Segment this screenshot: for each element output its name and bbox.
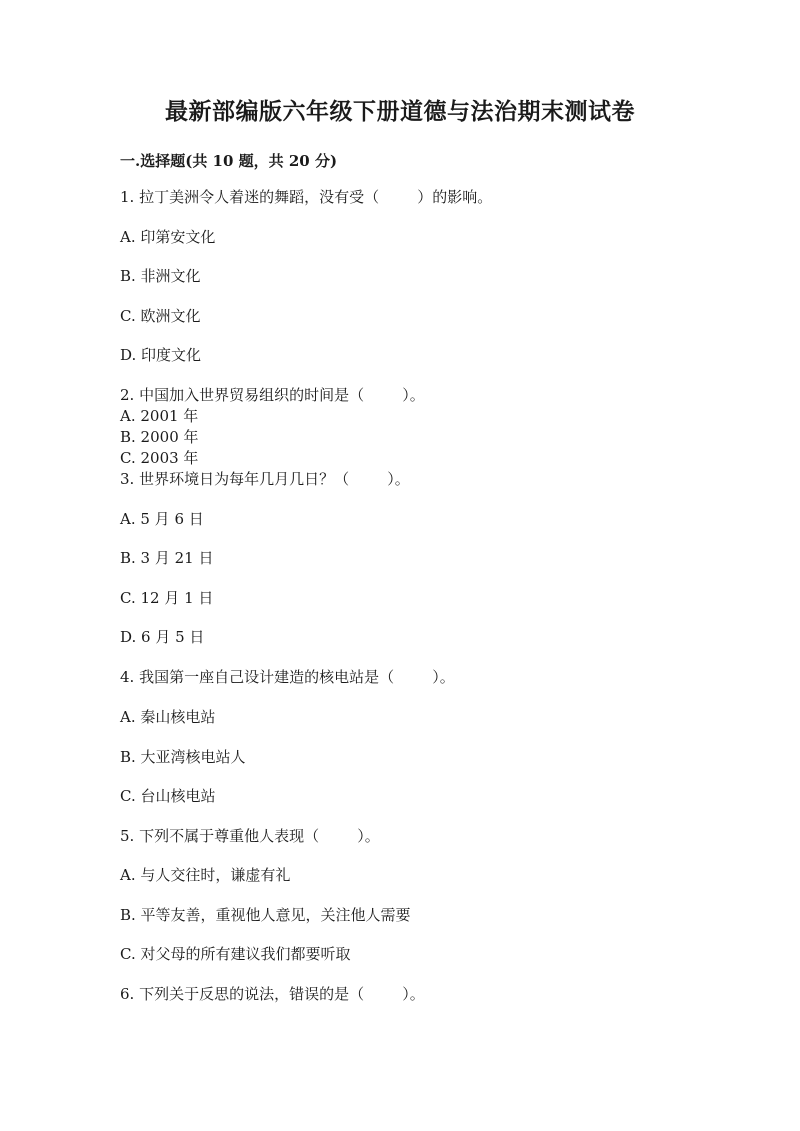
- question-4-option-c: C. 台山核电站: [120, 787, 216, 805]
- question-1-option-a: A. 印第安文化: [120, 228, 216, 246]
- question-3-option-c: C. 12 月 1 日: [120, 589, 214, 607]
- question-3-option-b: B. 3 月 21 日: [120, 549, 214, 567]
- section-heading: 一.选择题(共 10 题，共 20 分): [120, 152, 338, 170]
- question-1-option-b: B. 非洲文化: [120, 267, 201, 285]
- question-stem-1: 1. 拉丁美洲令人着迷的舞蹈，没有受（ ）的影响。: [120, 188, 493, 206]
- question-1-option-d: D. 印度文化: [120, 346, 202, 364]
- question-5-option-a: A. 与人交往时，谦虚有礼: [120, 866, 291, 884]
- question-3-option-a: A. 5 月 6 日: [120, 510, 204, 528]
- question-stem-3: 3. 世界环境日为每年几月几日？（ ）。: [120, 470, 410, 488]
- question-stem-2: 2. 中国加入世界贸易组织的时间是（ ）。: [120, 386, 425, 404]
- page-title: 最新部编版六年级下册道德与法治期末测试卷: [165, 98, 635, 125]
- question-4-option-b: B. 大亚湾核电站人: [120, 748, 246, 766]
- question-4-option-a: A. 秦山核电站: [120, 708, 216, 726]
- question-2-option-a: A. 2001 年: [120, 407, 199, 425]
- question-2-option-c: C. 2003 年: [120, 449, 199, 467]
- question-2-option-b: B. 2000 年: [120, 428, 199, 446]
- question-stem-6: 6. 下列关于反思的说法，错误的是（ ）。: [120, 985, 425, 1003]
- question-5-option-c: C. 对父母的所有建议我们都要听取: [120, 945, 351, 963]
- question-5-option-b: B. 平等友善，重视他人意见，关注他人需要: [120, 906, 411, 924]
- question-3-option-d: D. 6 月 5 日: [120, 628, 205, 646]
- question-stem-5: 5. 下列不属于尊重他人表现（ ）。: [120, 827, 380, 845]
- question-stem-4: 4. 我国第一座自己设计建造的核电站是（ ）。: [120, 668, 455, 686]
- question-1-option-c: C. 欧洲文化: [120, 307, 201, 325]
